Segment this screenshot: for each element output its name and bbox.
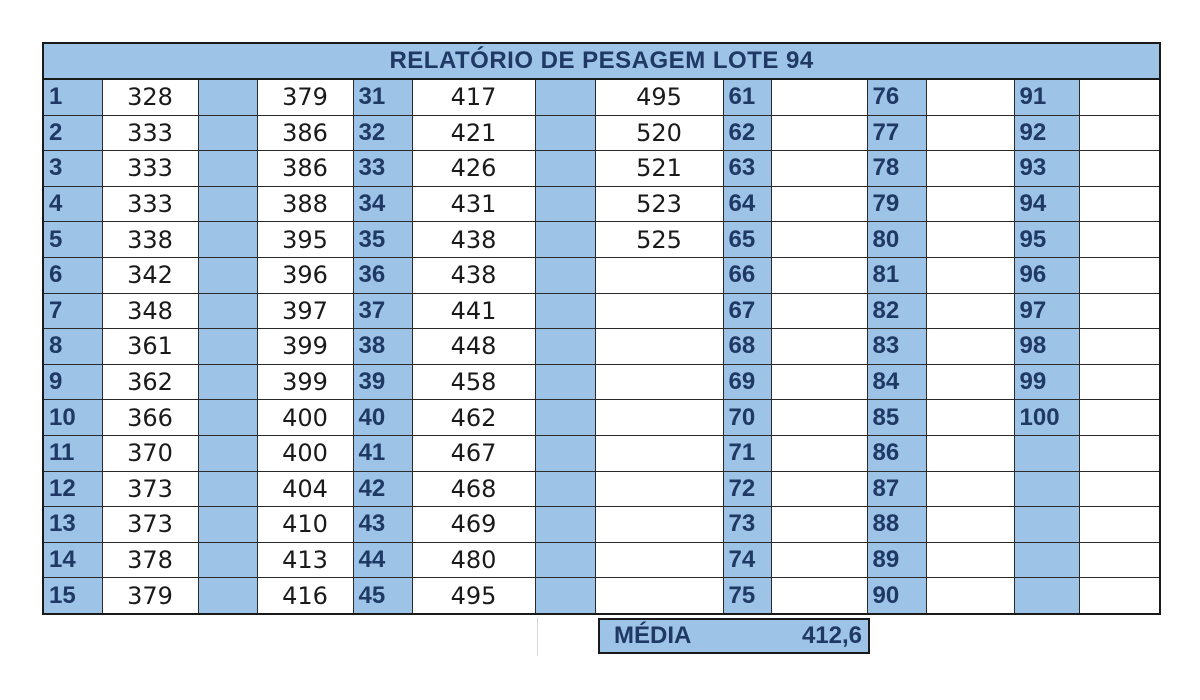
row-index-cell: 67 xyxy=(723,293,771,329)
row-index-cell xyxy=(1014,578,1079,614)
spacer-cell xyxy=(535,507,595,543)
table-row xyxy=(43,79,1160,115)
row-index-cell: 70 xyxy=(723,400,771,436)
weight-cell: 448 xyxy=(412,329,535,365)
weight-cell: 495 xyxy=(595,79,723,115)
row-index-cell: 10 xyxy=(43,400,102,436)
weight-cell xyxy=(1079,400,1160,436)
spacer-cell xyxy=(535,471,595,507)
weight-cell: 413 xyxy=(257,542,353,578)
weight-cell: 426 xyxy=(412,151,535,187)
row-index-cell: 83 xyxy=(867,329,926,365)
weight-cell xyxy=(595,507,723,543)
spacer-cell xyxy=(535,79,595,115)
row-index-cell: 99 xyxy=(1014,364,1079,400)
weight-cell xyxy=(771,542,867,578)
spacer-cell xyxy=(535,151,595,187)
table-row xyxy=(43,151,1160,187)
weight-cell: 521 xyxy=(595,151,723,187)
weight-cell: 525 xyxy=(595,222,723,258)
weight-cell xyxy=(1079,222,1160,258)
weight-cell: 468 xyxy=(412,471,535,507)
spacer-cell xyxy=(198,471,257,507)
weight-cell: 400 xyxy=(257,400,353,436)
table-row xyxy=(43,507,1160,543)
weight-cell xyxy=(771,79,867,115)
weight-cell xyxy=(926,79,1014,115)
weight-cell xyxy=(771,329,867,365)
row-index-cell: 43 xyxy=(353,507,412,543)
weight-cell xyxy=(926,435,1014,471)
spacer-cell xyxy=(198,435,257,471)
row-index-cell xyxy=(1014,435,1079,471)
weight-cell xyxy=(595,329,723,365)
row-index-cell: 69 xyxy=(723,364,771,400)
weight-cell xyxy=(771,257,867,293)
row-index-cell: 44 xyxy=(353,542,412,578)
row-index-cell xyxy=(1014,542,1079,578)
weight-cell xyxy=(1079,293,1160,329)
row-index-cell: 36 xyxy=(353,257,412,293)
row-index-cell: 33 xyxy=(353,151,412,187)
weight-cell xyxy=(926,222,1014,258)
report-title: RELATÓRIO DE PESAGEM LOTE 94 xyxy=(43,43,1160,79)
weighing-table xyxy=(42,42,1161,615)
row-index-cell: 92 xyxy=(1014,115,1079,151)
weight-cell: 342 xyxy=(102,257,198,293)
weight-cell xyxy=(926,329,1014,365)
weight-cell: 399 xyxy=(257,364,353,400)
weight-cell xyxy=(1079,578,1160,614)
row-index-cell: 37 xyxy=(353,293,412,329)
spacer-cell xyxy=(198,364,257,400)
weight-cell: 378 xyxy=(102,542,198,578)
row-index-cell: 86 xyxy=(867,435,926,471)
weight-cell xyxy=(1079,329,1160,365)
row-index-cell: 81 xyxy=(867,257,926,293)
row-index-cell: 65 xyxy=(723,222,771,258)
row-index-cell: 72 xyxy=(723,471,771,507)
weight-cell xyxy=(1079,186,1160,222)
weight-cell xyxy=(1079,542,1160,578)
row-index-cell: 76 xyxy=(867,79,926,115)
row-index-cell: 62 xyxy=(723,115,771,151)
row-index-cell: 88 xyxy=(867,507,926,543)
weight-cell: 379 xyxy=(257,79,353,115)
weighing-table-body xyxy=(43,79,1160,614)
weight-cell xyxy=(1079,115,1160,151)
row-index-cell: 35 xyxy=(353,222,412,258)
weight-cell xyxy=(771,186,867,222)
row-index-cell: 61 xyxy=(723,79,771,115)
row-index-cell: 90 xyxy=(867,578,926,614)
spacer-cell xyxy=(535,364,595,400)
row-index-cell: 11 xyxy=(43,435,102,471)
weight-cell: 370 xyxy=(102,435,198,471)
row-index-cell: 85 xyxy=(867,400,926,436)
spacer-cell xyxy=(535,400,595,436)
spacer-cell xyxy=(198,257,257,293)
row-index-cell: 64 xyxy=(723,186,771,222)
spacer-cell xyxy=(198,293,257,329)
row-index-cell: 82 xyxy=(867,293,926,329)
row-index-cell: 73 xyxy=(723,507,771,543)
weight-cell: 458 xyxy=(412,364,535,400)
weight-cell: 386 xyxy=(257,151,353,187)
weight-cell xyxy=(595,293,723,329)
row-index-cell: 5 xyxy=(43,222,102,258)
weight-cell xyxy=(1079,435,1160,471)
row-index-cell: 79 xyxy=(867,186,926,222)
spacer-cell xyxy=(535,293,595,329)
row-index-cell: 80 xyxy=(867,222,926,258)
weight-cell: 520 xyxy=(595,115,723,151)
spacer-cell xyxy=(198,186,257,222)
weight-cell xyxy=(926,471,1014,507)
weight-cell: 467 xyxy=(412,435,535,471)
spacer-cell xyxy=(198,542,257,578)
spacer-cell xyxy=(198,329,257,365)
weight-cell: 333 xyxy=(102,151,198,187)
row-index-cell: 89 xyxy=(867,542,926,578)
row-index-cell: 77 xyxy=(867,115,926,151)
weight-cell xyxy=(771,471,867,507)
table-row xyxy=(43,578,1160,614)
weight-cell xyxy=(1079,79,1160,115)
spacer-cell xyxy=(198,507,257,543)
weight-cell: 373 xyxy=(102,471,198,507)
table-row xyxy=(43,400,1160,436)
row-index-cell: 32 xyxy=(353,115,412,151)
weight-cell: 438 xyxy=(412,257,535,293)
row-index-cell: 9 xyxy=(43,364,102,400)
row-index-cell: 8 xyxy=(43,329,102,365)
weight-cell: 495 xyxy=(412,578,535,614)
weight-cell xyxy=(926,400,1014,436)
weight-cell xyxy=(771,222,867,258)
weight-cell xyxy=(1079,257,1160,293)
spacer-cell xyxy=(535,257,595,293)
weight-cell xyxy=(1079,364,1160,400)
weight-cell xyxy=(1079,507,1160,543)
spacer-cell xyxy=(535,329,595,365)
weight-cell xyxy=(595,257,723,293)
row-index-cell: 6 xyxy=(43,257,102,293)
row-index-cell: 84 xyxy=(867,364,926,400)
weight-cell: 416 xyxy=(257,578,353,614)
weight-cell: 462 xyxy=(412,400,535,436)
row-index-cell: 15 xyxy=(43,578,102,614)
weight-cell: 404 xyxy=(257,471,353,507)
row-index-cell xyxy=(1014,471,1079,507)
row-index-cell: 96 xyxy=(1014,257,1079,293)
weight-cell xyxy=(595,364,723,400)
row-index-cell: 3 xyxy=(43,151,102,187)
row-index-cell: 39 xyxy=(353,364,412,400)
weight-cell: 480 xyxy=(412,542,535,578)
spacer-cell xyxy=(535,222,595,258)
spacer-cell xyxy=(198,578,257,614)
table-row xyxy=(43,471,1160,507)
weight-cell xyxy=(771,400,867,436)
table-row xyxy=(43,542,1160,578)
average-box xyxy=(598,618,870,654)
weighing-report xyxy=(42,42,1159,615)
table-row xyxy=(43,329,1160,365)
weight-cell xyxy=(771,364,867,400)
weight-cell xyxy=(771,578,867,614)
spacer-cell xyxy=(535,578,595,614)
table-row xyxy=(43,257,1160,293)
weight-cell: 395 xyxy=(257,222,353,258)
divider xyxy=(537,618,538,656)
row-index-cell: 12 xyxy=(43,471,102,507)
weight-cell xyxy=(595,471,723,507)
row-index-cell: 13 xyxy=(43,507,102,543)
weight-cell xyxy=(771,507,867,543)
row-index-cell: 38 xyxy=(353,329,412,365)
row-index-cell: 97 xyxy=(1014,293,1079,329)
weight-cell xyxy=(595,400,723,436)
weight-cell xyxy=(926,293,1014,329)
table-row xyxy=(43,222,1160,258)
weight-cell: 396 xyxy=(257,257,353,293)
row-index-cell: 95 xyxy=(1014,222,1079,258)
row-index-cell: 40 xyxy=(353,400,412,436)
weight-cell: 400 xyxy=(257,435,353,471)
weight-cell xyxy=(926,364,1014,400)
weight-cell: 386 xyxy=(257,115,353,151)
weight-cell xyxy=(771,115,867,151)
row-index-cell: 1 xyxy=(43,79,102,115)
weight-cell xyxy=(926,542,1014,578)
weight-cell xyxy=(1079,151,1160,187)
weight-cell: 399 xyxy=(257,329,353,365)
table-row xyxy=(43,186,1160,222)
weight-cell: 361 xyxy=(102,329,198,365)
table-row xyxy=(43,115,1160,151)
spacer-cell xyxy=(198,151,257,187)
weight-cell: 366 xyxy=(102,400,198,436)
spacer-cell xyxy=(198,115,257,151)
weight-cell: 373 xyxy=(102,507,198,543)
weight-cell: 397 xyxy=(257,293,353,329)
weight-cell: 431 xyxy=(412,186,535,222)
table-row xyxy=(43,435,1160,471)
average-value: 412,6 xyxy=(801,622,862,649)
row-index-cell: 63 xyxy=(723,151,771,187)
row-index-cell: 91 xyxy=(1014,79,1079,115)
weight-cell: 379 xyxy=(102,578,198,614)
row-index-cell: 98 xyxy=(1014,329,1079,365)
row-index-cell: 4 xyxy=(43,186,102,222)
row-index-cell: 66 xyxy=(723,257,771,293)
weight-cell: 338 xyxy=(102,222,198,258)
weight-cell: 410 xyxy=(257,507,353,543)
weight-cell: 469 xyxy=(412,507,535,543)
row-index-cell: 93 xyxy=(1014,151,1079,187)
spacer-cell xyxy=(535,542,595,578)
row-index-cell: 68 xyxy=(723,329,771,365)
row-index-cell: 78 xyxy=(867,151,926,187)
table-row xyxy=(43,293,1160,329)
row-index-cell: 75 xyxy=(723,578,771,614)
row-index-cell: 41 xyxy=(353,435,412,471)
table-row xyxy=(43,364,1160,400)
weight-cell xyxy=(926,257,1014,293)
row-index-cell: 94 xyxy=(1014,186,1079,222)
weight-cell: 417 xyxy=(412,79,535,115)
weight-cell: 362 xyxy=(102,364,198,400)
weight-cell xyxy=(926,507,1014,543)
weight-cell: 388 xyxy=(257,186,353,222)
spacer-cell xyxy=(198,400,257,436)
row-index-cell: 31 xyxy=(353,79,412,115)
weight-cell: 333 xyxy=(102,115,198,151)
weight-cell xyxy=(1079,471,1160,507)
spacer-cell xyxy=(535,186,595,222)
weight-cell xyxy=(771,151,867,187)
weight-cell: 333 xyxy=(102,186,198,222)
spacer-cell xyxy=(535,435,595,471)
row-index-cell: 34 xyxy=(353,186,412,222)
row-index-cell: 42 xyxy=(353,471,412,507)
row-index-cell: 14 xyxy=(43,542,102,578)
spacer-cell xyxy=(198,222,257,258)
row-index-cell: 45 xyxy=(353,578,412,614)
weight-cell xyxy=(926,115,1014,151)
average-label: MÉDIA xyxy=(614,622,692,649)
weight-cell xyxy=(771,435,867,471)
row-index-cell: 87 xyxy=(867,471,926,507)
weight-cell xyxy=(926,151,1014,187)
weight-cell: 348 xyxy=(102,293,198,329)
weight-cell: 441 xyxy=(412,293,535,329)
weight-cell xyxy=(926,578,1014,614)
weight-cell xyxy=(595,542,723,578)
weight-cell: 523 xyxy=(595,186,723,222)
spacer-cell xyxy=(535,115,595,151)
weight-cell: 421 xyxy=(412,115,535,151)
weight-cell xyxy=(595,435,723,471)
weight-cell xyxy=(771,293,867,329)
weight-cell: 328 xyxy=(102,79,198,115)
row-index-cell: 2 xyxy=(43,115,102,151)
weight-cell xyxy=(926,186,1014,222)
row-index-cell xyxy=(1014,507,1079,543)
row-index-cell: 71 xyxy=(723,435,771,471)
row-index-cell: 74 xyxy=(723,542,771,578)
row-index-cell: 100 xyxy=(1014,400,1079,436)
spacer-cell xyxy=(198,79,257,115)
weight-cell xyxy=(595,578,723,614)
row-index-cell: 7 xyxy=(43,293,102,329)
weight-cell: 438 xyxy=(412,222,535,258)
